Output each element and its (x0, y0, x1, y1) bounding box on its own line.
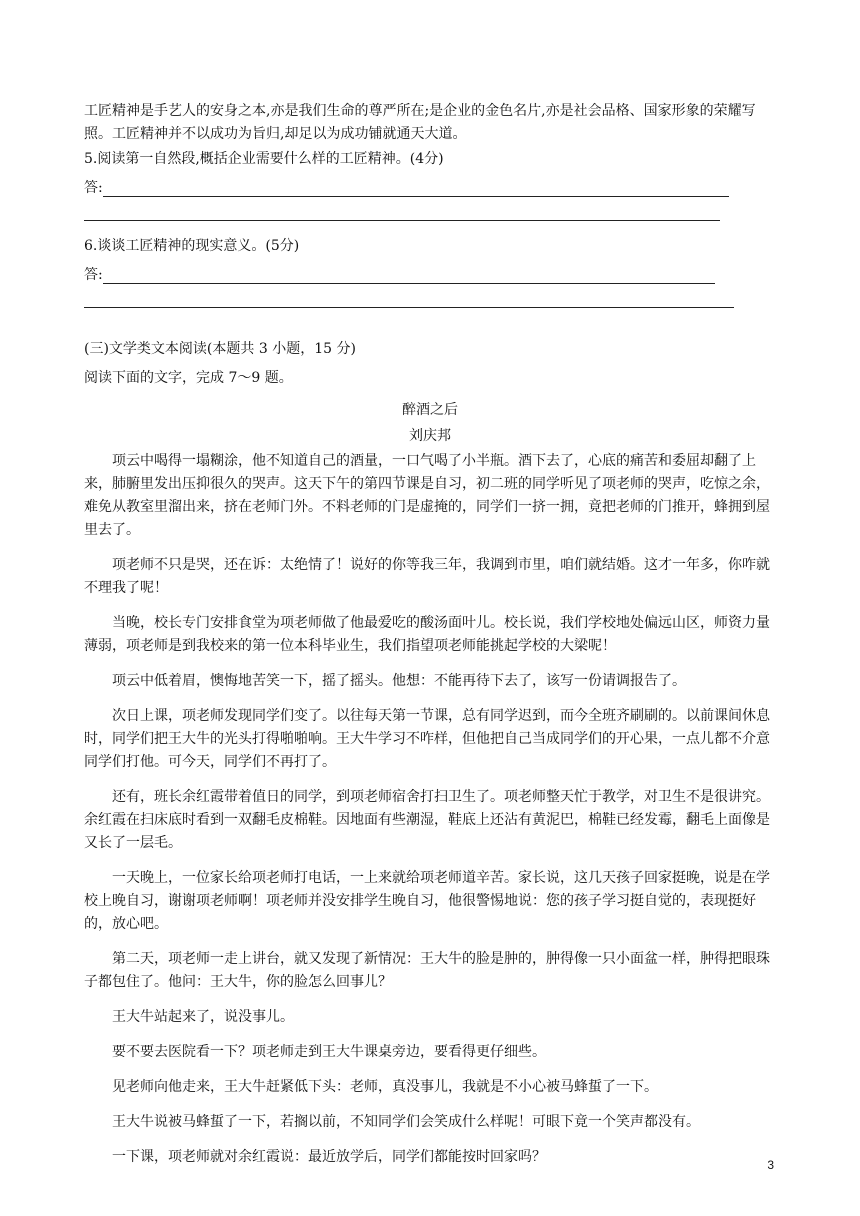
answer-label-5: 答: (84, 180, 103, 196)
section-heading: (三)文学类文本阅读(本题共 3 小题，15 分) (84, 341, 356, 357)
page-content (84, 100, 776, 1181)
story-paragraph: 项老师不只是哭，还在诉：太绝情了！说好的你等我三年，我调到市里，咱们就结婚。这才一年多，你咋就不理我了呢！ (84, 557, 770, 596)
story-paragraph: 一下课，项老师就对余红霞说：最近放学后，同学们都能按时回家吗？ (112, 1149, 546, 1165)
answer-line-5b[interactable] (84, 219, 720, 221)
story-author: 刘庆邦 (409, 428, 451, 444)
question-6: 6.谈谈工匠精神的现实意义。(5分) (84, 238, 300, 254)
page-number: 3 (767, 1158, 774, 1172)
question-5: 5.阅读第一自然段,概括企业需要什么样的工匠精神。(4分) (84, 151, 444, 167)
story-paragraph: 王大牛说被马蜂蜇了一下，若搁以前，不知同学们会笑成什么样呢！可眼下竟一个笑声都没有。 (112, 1114, 700, 1130)
story-paragraph: 要不要去医院看一下？项老师走到王大牛课桌旁边，要看得更仔细些。 (112, 1044, 546, 1060)
story-paragraph: 当晚，校长专门安排食堂为项老师做了他最爱吃的酸汤面叶儿。校长说，我们学校地处偏远山区，师资力量薄弱，项老师是到我校来的第一位本科毕业生，我们指望项老师能挑起学校的大梁呢！ (84, 615, 770, 654)
intro-paragraph: 工匠精神是手艺人的安身之本,亦是我们生命的尊严所在;是企业的金色名片,亦是社会品格、国家形象的荣耀写照。工匠精神并不以成功为旨归,却足以为成功铺就通天大道。 (84, 103, 756, 142)
answer-line-6a[interactable] (103, 266, 715, 284)
story-paragraph: 王大牛站起来了，说没事儿。 (112, 1009, 294, 1025)
story-paragraph: 见老师向他走来，王大牛赶紧低下头：老师，真没事儿，我就是不小心被马蜂蜇了一下。 (112, 1079, 658, 1095)
answer-line-5a[interactable] (103, 179, 729, 197)
story-paragraph: 项云中喝得一塌糊涂，他不知道自己的酒量，一口气喝了小半瓶。酒下去了，心底的痛苦和委屈却翻了上来，肺腑里发出压抑很久的哭声。这天下午的第四节课是自习，初二班的同学听见了项老师的哭声，吃惊之余，难免从教室里溜出来，挤在老师门外。不料老师的门是虚掩的，同学们一挤一拥，竟把老师的门推开，蜂拥到屋里去了。 (84, 453, 770, 538)
section-instruction: 阅读下面的文字，完成 7～9 题。 (84, 370, 293, 386)
answer-line-6b[interactable] (84, 306, 734, 308)
story-paragraph: 次日上课，项老师发现同学们变了。以往每天第一节课，总有同学迟到，而今全班齐刷刷的。以前课间休息时，同学们把王大牛的光头打得啪啪响。王大牛学习不咋样，但他把自己当成同学们的开心果，一点儿都不介意同学们打他。可今天，同学们不再打了。 (84, 708, 770, 770)
answer-label-6: 答: (84, 267, 103, 283)
story-paragraph: 还有，班长余红霞带着值日的同学，到项老师宿舍打扫卫生了。项老师整天忙于教学，对卫生不是很讲究。余红霞在扫床底时看到一双翻毛皮棉鞋。因地面有些潮湿，鞋底上还沾有黄泥巴，棉鞋已经发霉，翻毛上面像是又长了一层毛。 (84, 789, 770, 851)
story-paragraph: 第二天，项老师一走上讲台，就又发现了新情况：王大牛的脸是肿的，肿得像一只小面盆一样，肿得把眼珠子都包住了。他问：王大牛，你的脸怎么回事儿？ (84, 951, 770, 990)
story-paragraph: 项云中低着眉，懊悔地苦笑一下，摇了摇头。他想：不能再待下去了，该写一份请调报告了。 (112, 673, 686, 689)
story-paragraph: 一天晚上，一位家长给项老师打电话，一上来就给项老师道辛苦。家长说，这几天孩子回家挺晚，说是在学校上晚自习，谢谢项老师啊！项老师并没安排学生晚自习，他很警惕地说：您的孩子学习挺自觉的，表现挺好的，放心吧。 (84, 870, 770, 932)
answer-row-6 (84, 258, 776, 284)
story-title: 醉酒之后 (402, 402, 458, 418)
answer-row-5 (84, 171, 776, 197)
